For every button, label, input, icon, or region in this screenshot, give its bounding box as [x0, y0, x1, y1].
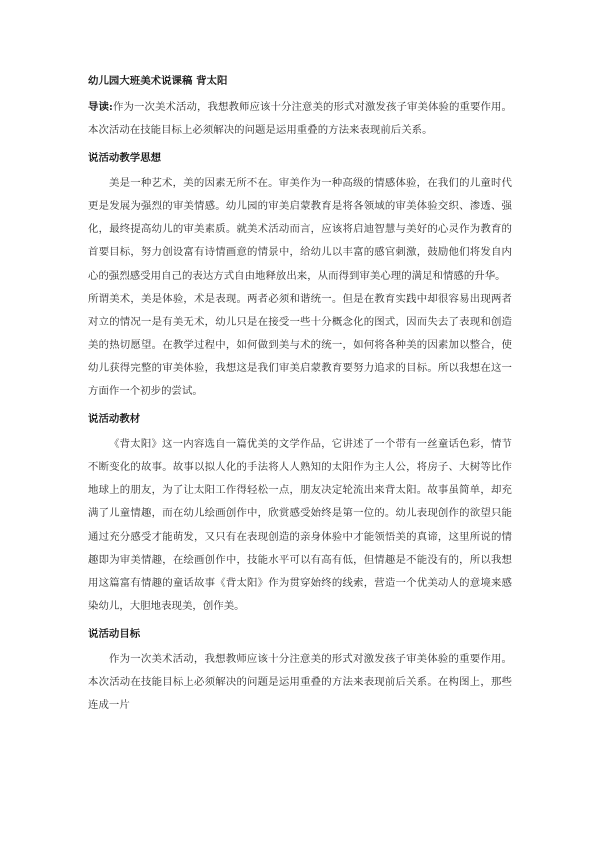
section-material-paragraph-1: 《背太阳》这一内容选自一篇优美的文学作品，它讲述了一个带有一丝童话色彩，情节不断变化的故事。故事以拟人化的手法将人人熟知的太阳作为主人公，将房子、大树等比作地球上的朋友，为了让太阳工作得轻松一点，朋友决定轮流出来背太阳。故事虽简单，却充满了儿童情趣，而在幼儿绘画创作中，欣赏感受始终是第一位的。幼儿表现创作的欲望只能通过充分感受才能萌发，又只有在表现创造的亲身体验中才能领悟美的真谛，这里所说的情趣即为审美情趣，在绘画创作中，技能水平可以有高有低，但情趣是不能没有的，所以我想用这篇富有情趣的童话故事《背太阳》作为贯穿始终的线索，营造一个优美动人的意境来感染幼儿，大胆地表现美，创作美。 [88, 438, 512, 612]
document-page [88, 72, 512, 717]
section-teaching-idea-paragraph-1: 美是一种艺术，美的因素无所不在。审美作为一种高级的情感体验，在我们的儿童时代更是发展为强烈的审美情感。幼儿园的审美启蒙教育是将各领域的审美体验交织、渗透、强化，最终提高幼儿的审美素质。就美术活动而言，应该将启迪智慧与美好的心灵作为教育的首要目标，努力创设富有诗情画意的情景中，给幼儿以丰富的感官刺激，鼓励他们将发自内心的强烈感受用自己的表达方式自由地释放出来，从而得到审美心理的满足和情感的升华。 [88, 177, 512, 282]
section-goals-paragraph-1: 作为一次美术活动，我想教师应该十分注意美的形式对激发孩子审美体验的重要作用。本次活动在技能目标上必须解决的问题是运用重叠的方法来表现前后关系。在构图上，那些连成一片 [88, 652, 512, 712]
document-title: 幼儿园大班美术说课稿 背太阳 [88, 75, 228, 87]
lead-paragraph [88, 96, 512, 142]
lead-text: 作为一次美术活动，我想教师应该十分注意美的形式对激发孩子审美体验的重要作用。本次活动在技能目标上必须解决的问题是运用重叠的方法来表现前后关系。 [88, 101, 512, 137]
section-heading-goals: 说活动目标 [88, 627, 141, 640]
lead-label: 导读: [88, 101, 113, 113]
section-teaching-idea-paragraph-2: 所谓美术，美是体验，术是表现。两者必须和谐统一。但是在教育实践中却很容易出现两者对立的情况一是有美无术，幼儿只是在接受一些十分概念化的图式，因而失去了表现和创造美的热切愿望。在教学过程中，如何做到美与术的统一，如何将各种美的因素加以整合，使幼儿获得完整的审美体验，我想这是我们审美启蒙教育要努力追求的目标。所以我想在这一方面作一个初步的尝试。 [88, 292, 512, 398]
section-heading-material: 说活动教材 [88, 413, 141, 426]
section-heading-teaching-idea: 说活动教学思想 [88, 152, 162, 165]
